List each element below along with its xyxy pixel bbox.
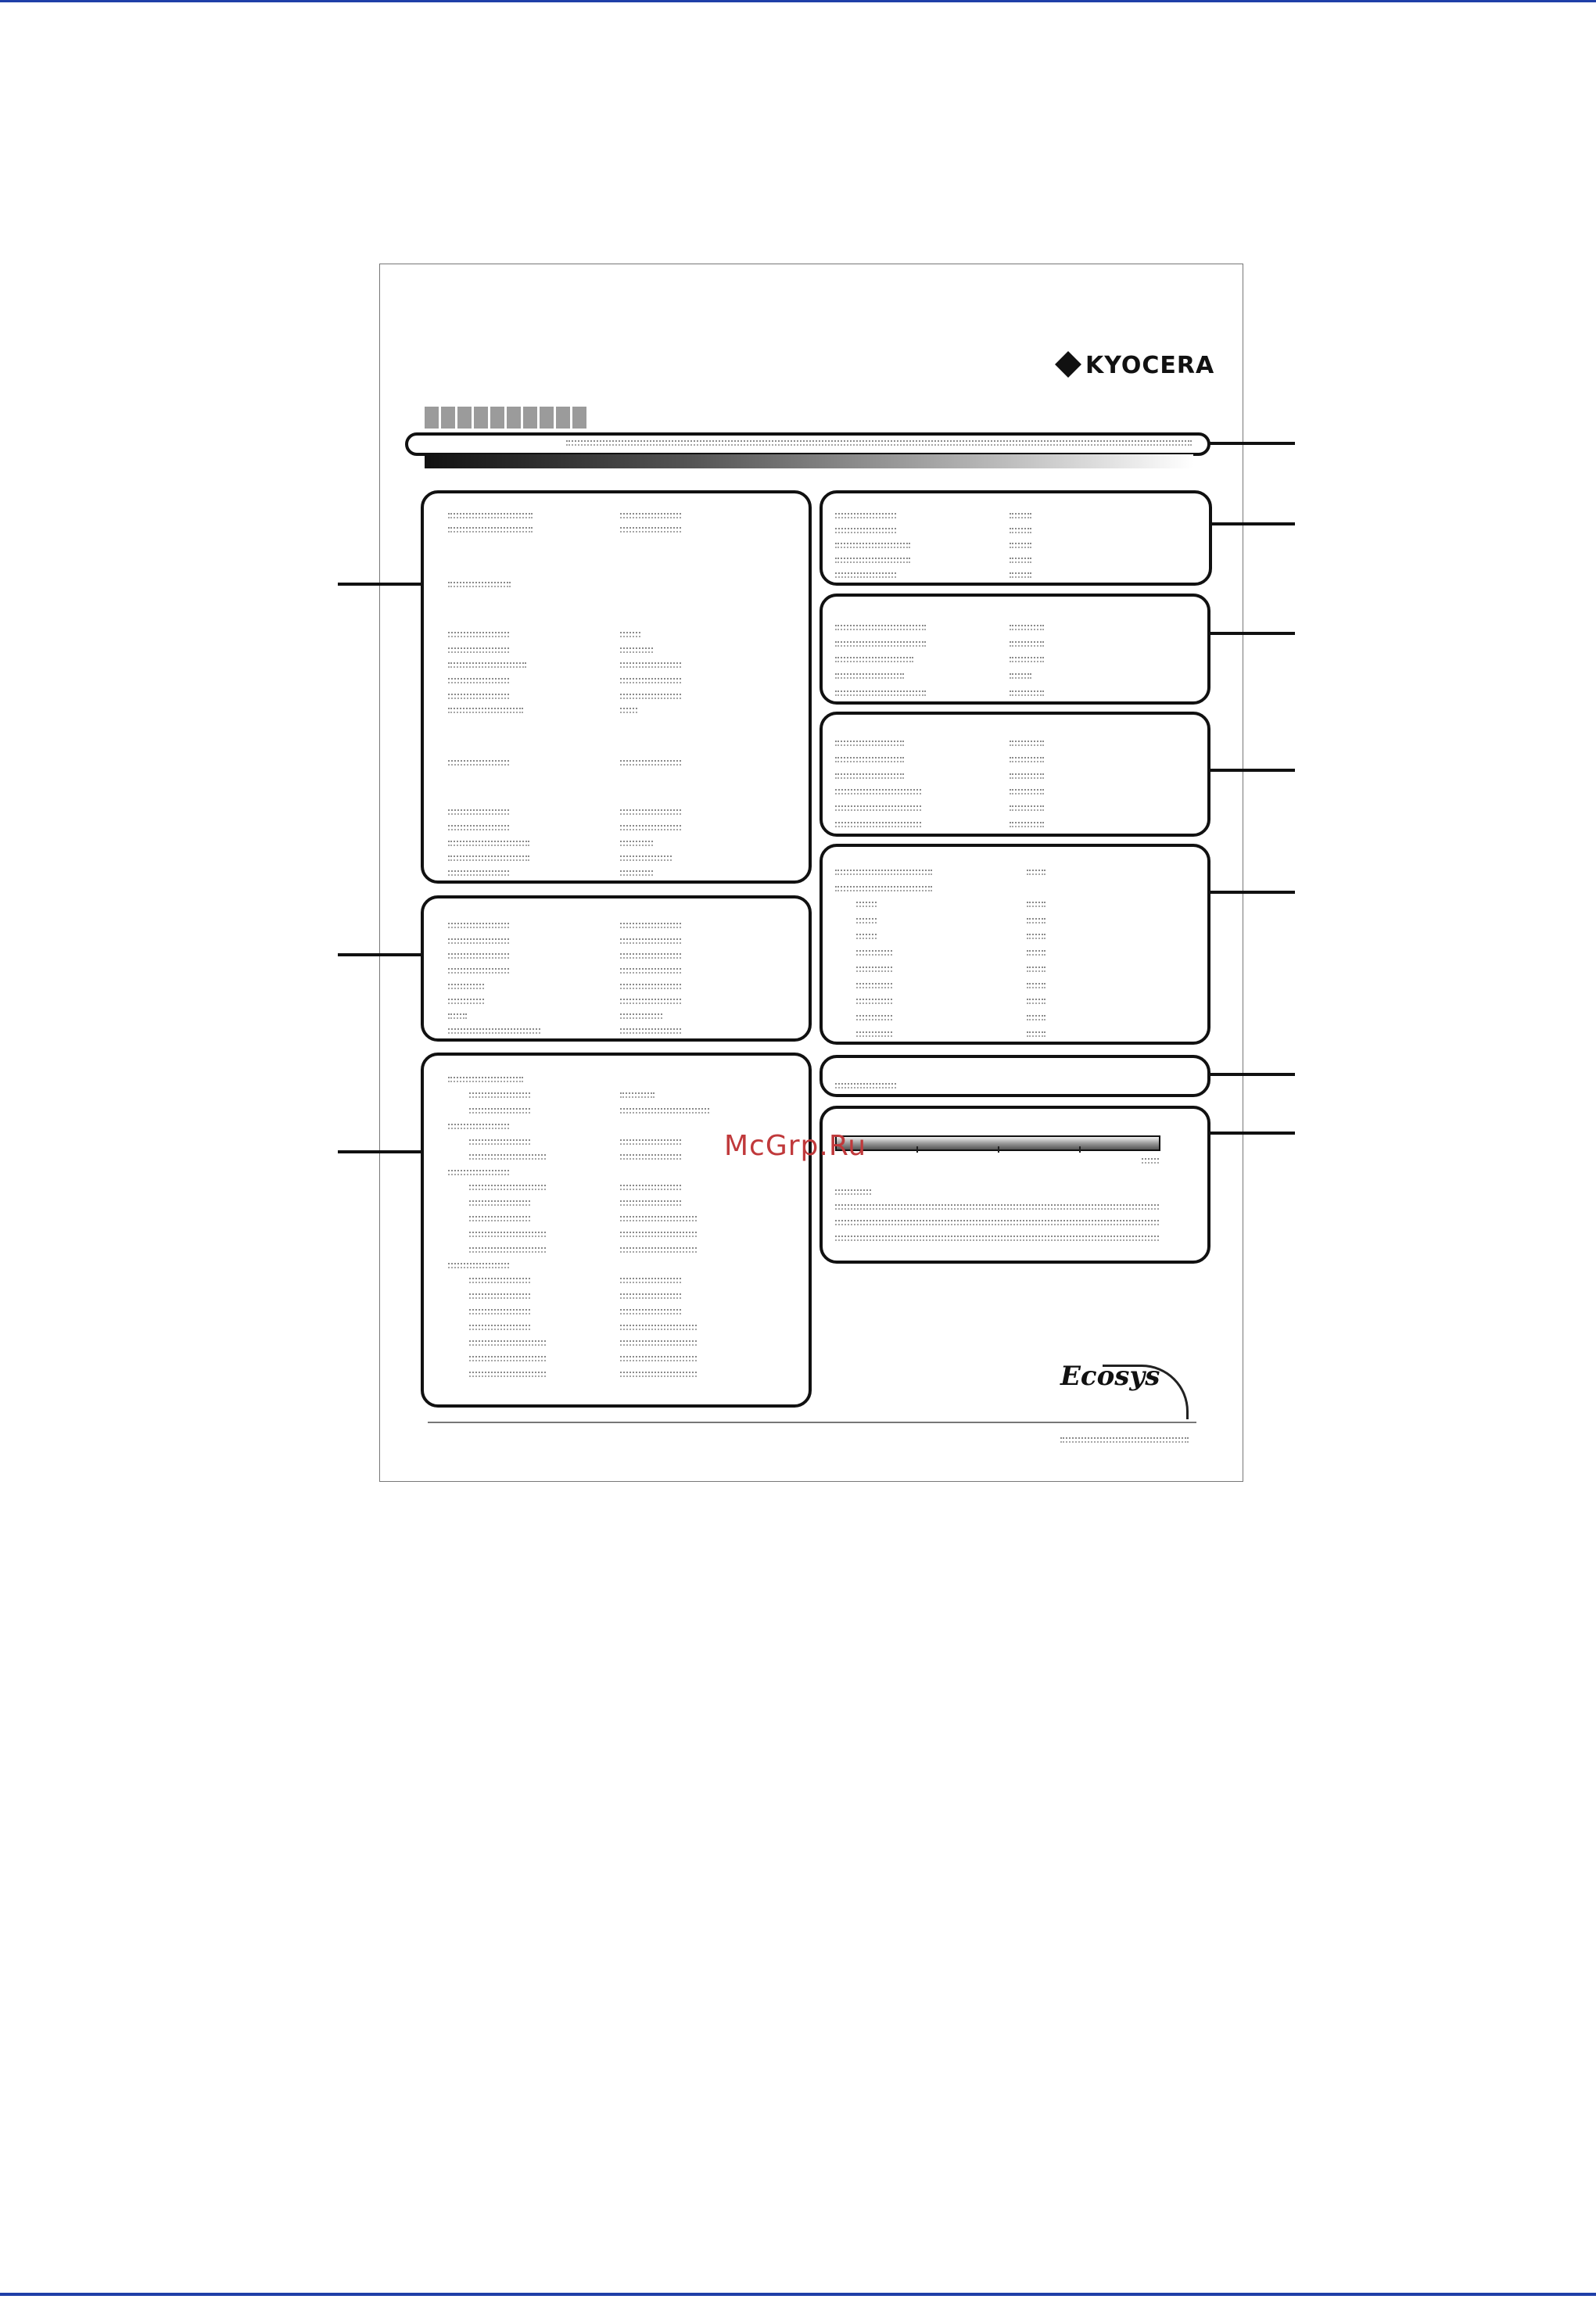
callout-line-right-7 <box>1209 1132 1295 1135</box>
gauge-tick <box>1079 1146 1081 1153</box>
placeholder-text-line <box>620 1028 681 1034</box>
placeholder-text-line <box>1010 625 1044 630</box>
page-top-rule <box>0 0 1596 2</box>
placeholder-text-line <box>448 1263 509 1268</box>
placeholder-text-line <box>835 741 904 746</box>
title-block <box>540 407 554 429</box>
placeholder-text-line <box>856 999 892 1004</box>
placeholder-text-line <box>620 855 672 861</box>
placeholder-text-line <box>1010 773 1044 779</box>
placeholder-text-line <box>469 1216 530 1221</box>
placeholder-text-line <box>620 760 681 766</box>
placeholder-text-line <box>448 708 523 713</box>
placeholder-text-line <box>1027 918 1045 924</box>
placeholder-text-line <box>835 657 913 662</box>
placeholder-text-line <box>620 1340 697 1346</box>
placeholder-text-line <box>835 513 896 518</box>
placeholder-text-line <box>1010 757 1044 762</box>
placeholder-text-line <box>469 1139 530 1145</box>
placeholder-text-line <box>1027 983 1045 988</box>
placeholder-text-line <box>835 673 904 679</box>
section-box-consumables <box>820 1055 1210 1097</box>
placeholder-text-line <box>856 902 877 907</box>
placeholder-text-line <box>835 1189 871 1195</box>
placeholder-text-line <box>469 1092 530 1098</box>
section-box-memory <box>820 490 1212 586</box>
placeholder-text-line <box>835 886 932 891</box>
placeholder-text-line <box>835 528 896 533</box>
callout-line-right-6 <box>1209 1073 1295 1076</box>
placeholder-text-line <box>1027 934 1045 939</box>
placeholder-text-line <box>448 984 484 989</box>
title-block <box>457 407 472 429</box>
placeholder-text-line <box>1027 950 1045 956</box>
placeholder-text-line <box>620 825 681 830</box>
placeholder-text-line <box>620 1372 697 1377</box>
placeholder-text-line <box>620 938 681 944</box>
placeholder-text-line <box>448 841 529 846</box>
placeholder-text-line <box>620 999 681 1004</box>
title-block <box>556 407 570 429</box>
placeholder-text-line <box>835 870 932 875</box>
placeholder-text-line <box>620 632 640 637</box>
placeholder-text-line <box>835 572 896 578</box>
placeholder-text-line <box>1027 1031 1045 1037</box>
placeholder-text-line <box>620 662 681 668</box>
placeholder-text-line <box>1010 657 1044 662</box>
placeholder-text-line <box>835 789 921 794</box>
placeholder-text-line <box>448 513 533 518</box>
placeholder-text-line <box>448 809 509 815</box>
placeholder-text-line <box>1010 741 1044 746</box>
placeholder-text-line <box>469 1309 530 1314</box>
placeholder-text-line <box>835 757 904 762</box>
placeholder-text-line <box>620 1293 681 1299</box>
placeholder-text-line <box>448 825 509 830</box>
placeholder-text-line <box>835 805 921 811</box>
placeholder-text-line <box>620 1247 697 1253</box>
placeholder-text-line <box>856 934 877 939</box>
placeholder-text-line <box>620 1200 681 1206</box>
placeholder-text-line <box>620 1216 697 1221</box>
placeholder-text-line <box>620 870 653 876</box>
title-block <box>490 407 504 429</box>
placeholder-text-line <box>1027 902 1045 907</box>
placeholder-text-line <box>620 841 653 846</box>
watermark-text: McGrp.Ru <box>724 1130 867 1162</box>
placeholder-text-line <box>835 1204 1159 1210</box>
gauge-tick <box>998 1146 999 1153</box>
placeholder-text-line <box>1010 805 1044 811</box>
placeholder-text-line <box>856 1031 892 1037</box>
ecosys-logo <box>1060 1361 1160 1392</box>
placeholder-text-line <box>448 582 511 587</box>
placeholder-text-line <box>620 1356 697 1361</box>
placeholder-text-line <box>835 1083 896 1089</box>
callout-line-left-2 <box>338 953 422 956</box>
placeholder-text-line <box>835 822 921 827</box>
placeholder-text-line <box>1010 528 1031 533</box>
kyocera-mark-icon <box>1055 351 1081 378</box>
placeholder-text-line <box>620 1185 681 1190</box>
placeholder-text-line <box>469 1325 530 1330</box>
placeholder-text-line <box>620 1325 697 1330</box>
placeholder-text-line <box>1010 690 1044 696</box>
placeholder-text-line <box>448 1170 509 1175</box>
callout-line-right-1 <box>1209 442 1295 445</box>
placeholder-text-line <box>448 855 529 861</box>
section-box-installed-options <box>421 1053 812 1408</box>
placeholder-text-line <box>448 870 509 876</box>
title-block <box>572 407 586 429</box>
placeholder-text-line <box>620 809 681 815</box>
placeholder-text-line <box>835 558 910 563</box>
placeholder-text-line <box>620 1092 655 1098</box>
title-block <box>425 407 439 429</box>
placeholder-text-line <box>620 968 681 974</box>
placeholder-text-line <box>448 632 509 637</box>
footer-rule <box>428 1422 1196 1423</box>
placeholder-text-line <box>856 967 892 972</box>
placeholder-text-line <box>448 694 509 699</box>
placeholder-text-line <box>448 923 509 928</box>
placeholder-text-line <box>835 625 926 630</box>
title-block <box>441 407 455 429</box>
callout-line-right-2 <box>1210 522 1295 525</box>
placeholder-text-line <box>1142 1158 1159 1164</box>
placeholder-text-line <box>469 1200 530 1206</box>
placeholder-text-line <box>835 543 910 548</box>
placeholder-text-line <box>469 1232 546 1237</box>
placeholder-text-line <box>1010 558 1031 563</box>
placeholder-text-line <box>856 950 892 956</box>
placeholder-text-line <box>448 1077 523 1082</box>
placeholder-text-line <box>620 953 681 959</box>
ecosys-wordmark: Ecosys <box>1060 1361 1160 1392</box>
placeholder-text-line <box>1010 543 1031 548</box>
brand-name: KYOCERA <box>1085 352 1215 379</box>
placeholder-text-line <box>469 1108 530 1114</box>
gradient-bar <box>425 454 1193 468</box>
placeholder-text-line <box>1027 1015 1045 1020</box>
placeholder-text-line <box>856 1015 892 1020</box>
placeholder-text-line <box>448 1124 509 1129</box>
placeholder-text-line <box>620 1013 662 1019</box>
placeholder-text-line <box>448 647 509 653</box>
placeholder-text-line <box>620 923 681 928</box>
title-block <box>523 407 537 429</box>
placeholder-text-line <box>620 1232 697 1237</box>
placeholder-text-line <box>448 938 509 944</box>
callout-line-left-3 <box>338 1150 422 1153</box>
placeholder-text-line <box>448 760 509 766</box>
callout-line-right-4 <box>1209 769 1295 772</box>
placeholder-text-line <box>469 1278 530 1283</box>
placeholder-text-line <box>469 1293 530 1299</box>
placeholder-text-line <box>1027 999 1045 1004</box>
placeholder-text-line <box>835 1220 1159 1225</box>
placeholder-text-line <box>448 999 484 1004</box>
callout-line-right-5 <box>1209 891 1295 894</box>
placeholder-text-line <box>620 1154 681 1160</box>
placeholder-text-line <box>448 953 509 959</box>
placeholder-text-line <box>835 1236 1159 1241</box>
page-bottom-rule <box>0 2293 1596 2296</box>
placeholder-text-line <box>620 513 681 518</box>
placeholder-text-line <box>1010 513 1031 518</box>
placeholder-text-line <box>620 694 681 699</box>
placeholder-text-line <box>620 527 681 533</box>
placeholder-text-line <box>620 647 653 653</box>
section-box-page-settings <box>820 594 1210 705</box>
placeholder-text-line <box>856 918 877 924</box>
kyocera-logo <box>1059 352 1214 379</box>
placeholder-text-line <box>1027 967 1045 972</box>
placeholder-text-line <box>835 690 926 696</box>
placeholder-text-line <box>469 1247 546 1253</box>
placeholder-text-line <box>620 1278 681 1283</box>
placeholder-text-line <box>469 1372 546 1377</box>
placeholder-text-line <box>835 641 926 647</box>
placeholder-text-line <box>856 983 892 988</box>
placeholder-text-line <box>1010 789 1044 794</box>
placeholder-text-line <box>1010 673 1031 679</box>
placeholder-text-line <box>1010 822 1044 827</box>
title-block <box>507 407 521 429</box>
placeholder-text-line <box>448 678 509 683</box>
placeholder-text-line <box>469 1356 546 1361</box>
placeholder-text-line <box>448 1013 467 1019</box>
placeholder-text-line <box>448 527 533 533</box>
placeholder-text-line <box>469 1340 546 1346</box>
gauge-tick <box>916 1146 918 1153</box>
placeholder-text-line <box>620 1309 681 1314</box>
placeholder-text-line <box>620 678 681 683</box>
placeholder-text-line <box>835 773 904 779</box>
placeholder-text-line <box>620 1139 681 1145</box>
placeholder-text-line <box>1027 870 1045 875</box>
placeholder-text-line <box>448 968 509 974</box>
callout-line-left-1 <box>338 583 422 586</box>
title-bar-text <box>566 440 1192 446</box>
placeholder-text-line <box>448 1028 540 1034</box>
title-block <box>474 407 488 429</box>
placeholder-text-line <box>620 984 681 989</box>
placeholder-text-line <box>448 662 526 668</box>
placeholder-text-line <box>620 1108 709 1114</box>
placeholder-text-line <box>1010 641 1044 647</box>
callout-line-right-3 <box>1209 632 1295 635</box>
placeholder-text-line <box>1010 572 1031 578</box>
placeholder-text-line <box>469 1185 546 1190</box>
placeholder-text-line <box>620 708 637 713</box>
placeholder-text-line <box>1060 1437 1189 1443</box>
placeholder-text-line <box>469 1154 546 1160</box>
